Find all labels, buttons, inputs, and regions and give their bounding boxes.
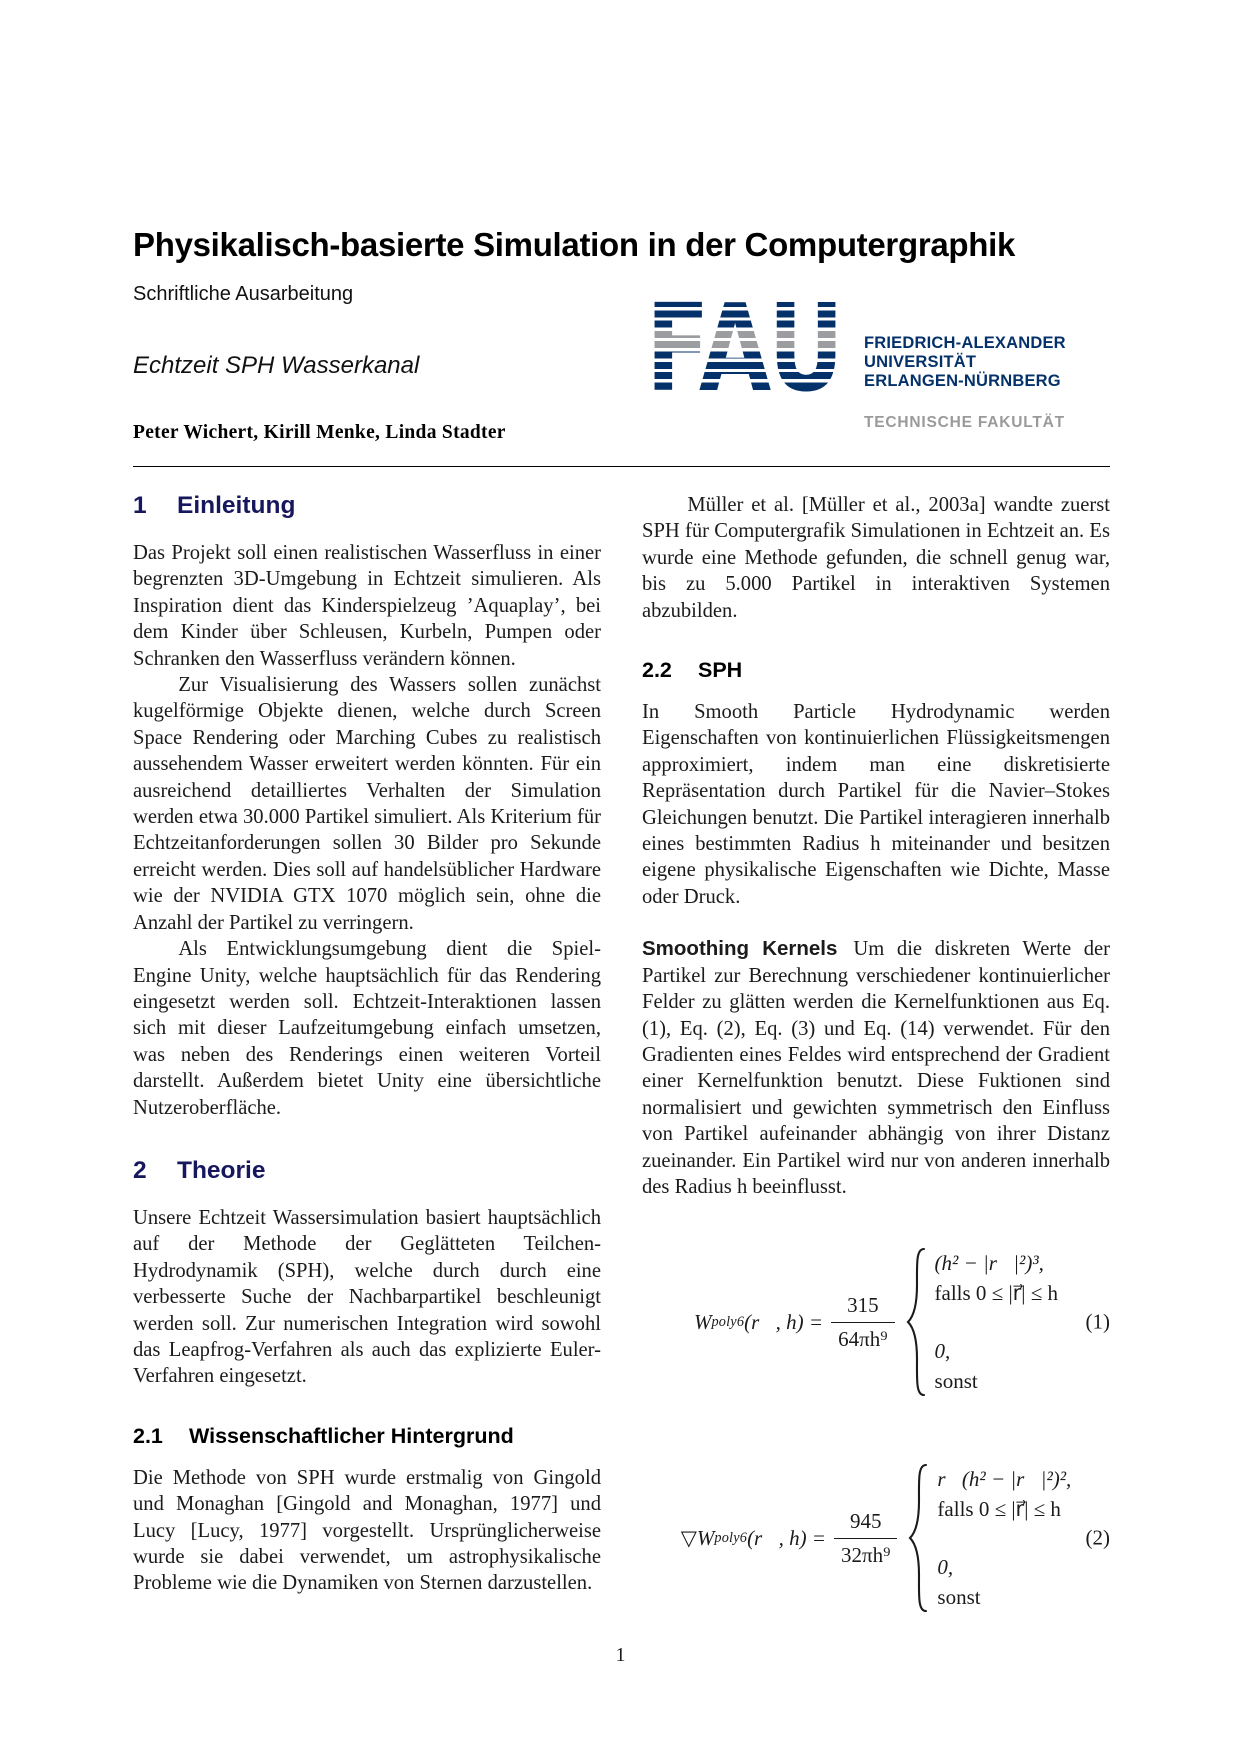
eq2-symbol: W — [696, 1525, 715, 1550]
section-number: 2 — [133, 1156, 147, 1184]
eq1-numerator: 315 — [847, 1292, 879, 1317]
left-column — [133, 492, 601, 1597]
section-number: 1 — [133, 492, 147, 519]
paragraph-mueller: Müller et al. [Müller et al., 2003a] wandte zuerst SPH für Computergrafik Simulationen in Echtzeit an. Es wurde eine Methode gefunden, die schnell genug war, bis zu 5.000 Partikel in interaktiven Systemen abzubilden. — [642, 494, 1110, 622]
fau-letters-icon — [646, 300, 846, 392]
eq2-arguments: (r⃗, h) = — [747, 1525, 826, 1550]
eq1-case1-condition: falls 0 ≤ |r⃗| ≤ h — [934, 1281, 1059, 1306]
eq2-number: (2) — [1085, 1525, 1110, 1550]
section-heading-theorie — [133, 1157, 601, 1185]
section-title: Theorie — [177, 1156, 266, 1184]
equation-2 — [642, 1462, 1110, 1614]
left-brace-icon — [905, 1246, 927, 1398]
eq1-number: (1) — [1085, 1309, 1110, 1334]
eq2-numerator: 945 — [849, 1508, 882, 1533]
subsection-heading-hintergrund — [133, 1424, 601, 1449]
authors-line: Peter Wichert, Kirill Menke, Linda Stadter — [133, 422, 506, 443]
paragraph-smoothing-kernels-text: Um die diskreten Werte der Partikel zur Berechnung verschiedener kontinuierlicher Felder zu glätten werden die Kernelfunktionen aus Eq. (1), Eq. (2), Eq. (3) und Eq. (14) verwendet. Für den Gradienten eines Feldes wird entsprechend der Gradient einer Kernelfunktion benutzt. Diese Fuktionen sind normalisiert und gewichten symmetrisch den Einfluss von Partikel aufeinander abhängig von ihrer Distanz zueinander. Ein Partikel wird nur von anderen innerhalb des Radius h beeinflusst. — [642, 938, 1110, 1198]
section-heading-einleitung — [133, 492, 601, 520]
runin-heading-smoothing-kernels: Smoothing Kernels — [642, 937, 838, 961]
paragraph-einleitung-3: Als Entwicklungsumgebung dient die Spiel-Engine Unity, welche hauptsächlich für das Rendering eingesetzt werden soll. Echtzeit-Interaktionen lassen sich mit dieser Laufzeitumgebung einfach umsetzen, was neben des Renderings einen weiteren Vorteil darstellt. Außerdem bietet Unity eine übersichtliche Nutzeroberfläche. — [133, 938, 601, 1119]
paragraph-sph-1: In Smooth Particle Hydrodynamic werden Eigenschaften von kontinuierlichen Flüssigkeitsmengen approximiert, indem man eine diskretisierte Repräsentation durch Partikel für die Navier–Stokes Gleichungen benutzt. Die Partikel interagieren innerhalb eines bestimmten Radius h miteinander und besitzen eigene physikalische Eigenschaften wie Dichte, Masse oder Druck. — [642, 701, 1110, 908]
eq2-fraction — [834, 1509, 897, 1568]
eq2-denominator: 32πh⁹ — [834, 1538, 897, 1568]
eq1-arguments: (r⃗, h) = — [744, 1309, 824, 1334]
header-divider — [133, 466, 1110, 467]
wordmark-line: UNIVERSITÄT — [864, 353, 977, 371]
paragraph-theorie-1: Unsere Echtzeit Wassersimulation basiert hauptsächlich auf der Methode der Geglätteten Teilchen-Hydrodynamik (SPH), welche durch durch eine verbesserte Suche der Nachbarpartikel beschleunigt werden soll. Zur numerischen Integration wird sowohl das Leapfrog-Verfahren als auch das explizierte Euler-Verfahren eingesetzt. — [133, 1206, 601, 1388]
subsection-number: 2.2 — [642, 658, 672, 683]
eq1-cases — [935, 1248, 1059, 1396]
subsection-heading-sph — [642, 658, 1110, 683]
eq1-case2-expression: 0, — [934, 1339, 951, 1364]
eq2-nabla: ▽ — [680, 1525, 697, 1550]
eq1-case1-expression: (h² − |r⃗|²)³, — [934, 1251, 1044, 1276]
eq2-case1-condition: falls 0 ≤ |r⃗| ≤ h — [937, 1497, 1061, 1522]
eq1-fraction — [831, 1293, 894, 1352]
fau-logo — [646, 300, 1066, 392]
faculty-label: TECHNISCHE FAKULTÄT — [864, 414, 1065, 431]
paragraph-einleitung-2: Zur Visualisierung des Wassers sollen zunächst kugelförmige Objekte dienen, welche durch Screen Space Rendering oder Marching Cubes zu realistisch aussehendem Wasser erweitert werden könnten. Für ein ausreichend detailliertes Verhalten der Simulation werden etwa 30.000 Partikel simuliert. Als Kriterium für Echtzeitanforderungen sollen 30 Bilder pro Sekunde erreicht werden. Dies soll auf handelsüblicher Hardware wie der NVIDIA GTX 1070 möglich sein, ohne die Anzahl der Partikel zu verringern. — [133, 674, 601, 934]
eq1-case2-condition: sonst — [934, 1369, 978, 1394]
eq2-subscript: poly6 — [714, 1529, 748, 1546]
subsection-title: SPH — [698, 658, 743, 683]
wordmark-line: ERLANGEN-NÜRNBERG — [864, 372, 1061, 390]
section-title: Einleitung — [177, 492, 296, 519]
paragraph-smoothing-kernels — [642, 936, 1110, 1200]
left-brace-icon — [907, 1462, 929, 1614]
university-wordmark — [864, 334, 1066, 391]
eq2-case2-condition: sonst — [937, 1585, 981, 1610]
document-subtitle: Schriftliche Ausarbeitung — [133, 283, 354, 305]
eq2-case2-expression: 0, — [937, 1555, 954, 1580]
eq1-symbol: W — [693, 1309, 712, 1334]
eq2-cases — [937, 1464, 1071, 1612]
eq1-case-gap — [935, 1308, 1059, 1336]
equation-1 — [642, 1246, 1110, 1398]
eq1-subscript: poly6 — [711, 1313, 745, 1330]
eq1-denominator: 64πh⁹ — [831, 1322, 894, 1352]
page-title: Physikalisch-basierte Simulation in der Computergraphik — [133, 226, 1016, 263]
subsection-title: Wissenschaftlicher Hintergrund — [189, 1423, 514, 1448]
subsection-number: 2.1 — [133, 1423, 163, 1448]
right-column — [642, 492, 1110, 1614]
paragraph-einleitung-1: Das Projekt soll einen realistischen Wasserfluss in einer begrenzten 3D-Umgebung in Echtzeit simulieren. Als Inspiration dient das Kinderspielzeug ’Aquaplay’, bei dem Kinder über Schleusen, Kurbeln, Pumpen oder Schranken den Wasserfluss verändern können. — [133, 542, 601, 670]
eq2-case1-expression: r⃗(h² − |r⃗|²)², — [937, 1467, 1072, 1492]
eq2-case-gap — [937, 1524, 1071, 1552]
paragraph-hintergrund-1: Die Methode von SPH wurde erstmalig von Gingold und Monaghan [Gingold and Monaghan, 1977] und Lucy [Lucy, 1977] vorgestellt. Ursprünglicherweise wurde sie dabei verwendet, um astrophysikalische Probleme wie die Dynamiken von Sternen darzustellen. — [133, 1466, 601, 1595]
wordmark-line: FRIEDRICH-ALEXANDER — [864, 334, 1066, 352]
document-subject: Echtzeit SPH Wasserkanal — [133, 352, 420, 379]
page-number: 1 — [615, 1644, 626, 1666]
